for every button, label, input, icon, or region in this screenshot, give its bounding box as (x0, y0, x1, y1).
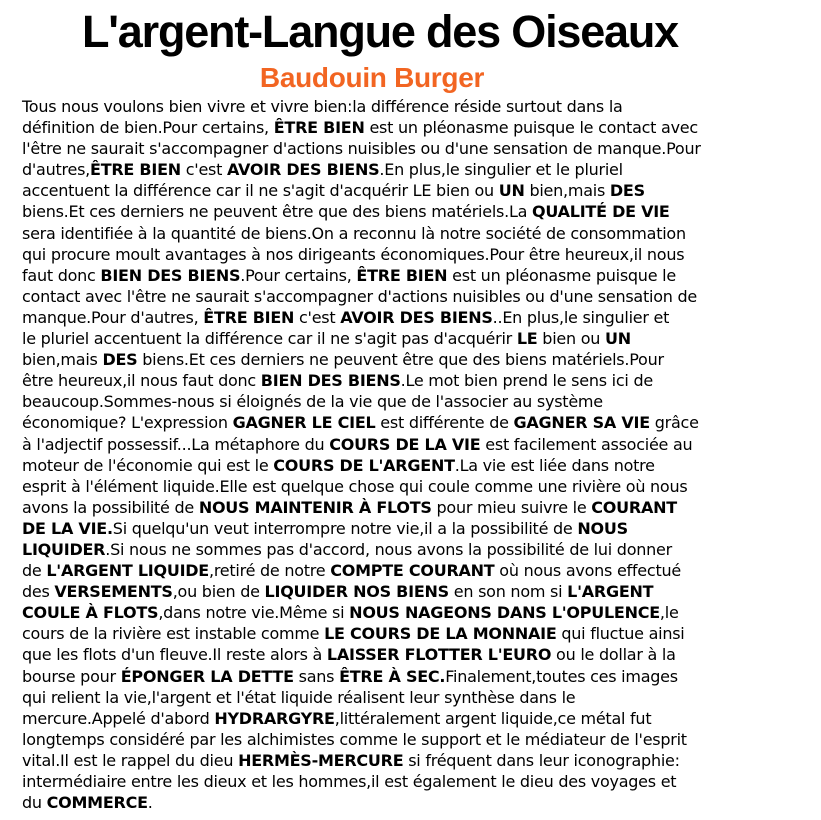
text-segment: de (22, 561, 47, 581)
text-segment: ,dans notre vie.Même si (158, 603, 350, 623)
bold-phrase: COMMERCE (46, 793, 148, 813)
bold-phrase: VERSEMENTS (54, 582, 173, 602)
text-segment: si fréquent dans leur iconographie: (403, 750, 680, 770)
bold-phrase: NOUS (577, 518, 628, 538)
bold-phrase: COURANT (591, 497, 677, 517)
bold-phrase: BIEN DES BIENS (260, 371, 401, 391)
bold-phrase: COURS DE LA VIE (329, 434, 481, 454)
text-line (22, 180, 821, 201)
bold-phrase: AVOIR DES BIENS (340, 307, 493, 327)
text-segment: est facilement associée au (480, 434, 693, 454)
bold-phrase: HERMÈS-MERCURE (238, 750, 404, 770)
text-line (22, 391, 821, 412)
text-segment: Tous nous voulons bien vivre et vivre bien:la différence réside surtout dans la (22, 97, 623, 116)
author-name: Baudouin Burger (259, 62, 485, 93)
text-segment: sans (293, 666, 340, 686)
bold-phrase: NOUS NAGEONS DANS L'OPULENCE (349, 603, 660, 623)
bold-phrase: LE COURS DE LA MONNAIE (324, 624, 557, 644)
text-segment: vital.Il est le rappel du dieu (22, 750, 239, 770)
bold-phrase: L'ARGENT (567, 582, 654, 602)
text-segment: ,retiré de notre (208, 561, 331, 581)
text-segment: avons la possibilité de (22, 497, 199, 517)
text-segment: l'être ne saurait s'accompagner d'actions nuisibles ou d'une sensation de manque.Pour (22, 139, 701, 159)
text-line (22, 750, 821, 771)
text-line (22, 455, 821, 476)
text-line (22, 666, 821, 687)
text-line (22, 138, 821, 159)
bold-phrase: UN (498, 181, 525, 201)
text-segment: cours de la rivière est instable comme (22, 624, 325, 644)
text-line (22, 265, 821, 286)
bold-phrase: ÊTRE À SEC. (339, 666, 446, 686)
bold-phrase: COULE À FLOTS (22, 603, 159, 623)
text-line (22, 328, 821, 349)
text-line (22, 434, 821, 455)
text-segment: ..En plus,le singulier et (492, 307, 670, 327)
text-segment: des (22, 582, 55, 602)
text-line (22, 412, 821, 433)
text-segment: pour mieu suivre le (431, 497, 592, 517)
text-segment: .Pour certains, (240, 265, 357, 285)
text-line (22, 244, 821, 265)
bold-phrase: UN (604, 329, 631, 349)
text-segment: ,le (659, 603, 679, 623)
text-segment: beaucoup.Sommes-nous si éloignés de la vie que de l'associer au système (22, 392, 603, 412)
text-segment: du (22, 793, 47, 813)
bold-phrase: LIQUIDER (22, 539, 106, 559)
text-segment: bien ou (537, 329, 605, 349)
text-line (22, 623, 821, 644)
text-segment: bien,mais (524, 181, 610, 201)
text-line (22, 771, 821, 792)
article-title: L'argent-Langue des Oiseaux (82, 6, 678, 57)
text-segment: est un pléonasme puisque le contact avec (364, 118, 698, 138)
text-segment: faut donc (22, 265, 101, 285)
text-segment: ,ou bien de (172, 582, 265, 602)
bold-phrase: COMPTE COURANT (330, 561, 495, 581)
text-segment: d'autres, (22, 160, 91, 180)
text-segment: moteur de l'économie qui est le (22, 455, 274, 475)
text-segment: à l'adjectif possessif...La métaphore du (22, 434, 330, 454)
text-segment: .La vie est liée dans notre (454, 455, 655, 475)
text-segment: est différente de (375, 413, 514, 433)
text-line (22, 708, 821, 729)
bold-phrase: ÊTRE BIEN (203, 307, 295, 327)
text-line (22, 729, 821, 750)
bold-phrase: GAGNER SA VIE (513, 413, 650, 433)
bold-phrase: NOUS MAINTENIR À FLOTS (198, 497, 432, 517)
bold-phrase: DE LA VIE. (22, 518, 113, 538)
text-line (22, 792, 821, 813)
bold-phrase: GAGNER LE CIEL (232, 413, 376, 433)
text-segment: esprit à l'élément liquide.Elle est quelque chose qui coule comme une rivière où nous (22, 476, 688, 496)
text-segment: ,littéralement argent liquide,ce métal fut (334, 708, 652, 728)
text-segment: le pluriel accentuent la différence car il ne s'agit pas d'acquérir (22, 329, 517, 349)
text-segment: définition de bien.Pour certains, (22, 118, 274, 138)
text-segment: intermédiaire entre les dieux et les hommes,il est également le dieu des voyages et (22, 772, 677, 791)
text-segment: grâce (649, 413, 699, 433)
text-segment: manque.Pour d'autres, (22, 307, 204, 327)
text-segment: .Le mot bien prend le sens ici de (400, 371, 653, 391)
text-line (22, 370, 821, 391)
bold-phrase: DES (102, 350, 138, 370)
text-segment: sera identifiée à la quantité de biens.On a reconnu là notre société de consommation (22, 223, 686, 243)
text-line (22, 349, 821, 370)
text-line (22, 223, 821, 244)
bold-phrase: LIQUIDER NOS BIENS (264, 582, 449, 602)
text-line (22, 117, 821, 138)
text-segment: c'est (294, 307, 341, 327)
text-segment: qui relient la vie,l'argent et l'état liquide réalisent leur synthèse dans le (22, 687, 576, 707)
bold-phrase: L'ARGENT LIQUIDE (46, 561, 209, 581)
bold-phrase: LAISSER FLOTTER L'EURO (326, 645, 552, 665)
bold-phrase: COURS DE L'ARGENT (273, 455, 455, 475)
text-line (22, 518, 821, 539)
text-segment: mercure.Appelé d'abord (22, 708, 215, 728)
bold-phrase: ÉPONGER LA DETTE (120, 666, 294, 686)
text-segment: Finalement,toutes ces images (445, 666, 678, 686)
text-segment: bien,mais (22, 350, 103, 370)
bold-phrase: BIEN DES BIENS (100, 265, 241, 285)
article-body (22, 96, 821, 813)
text-line (22, 539, 821, 560)
bold-phrase: LE (516, 329, 538, 349)
text-line (22, 497, 821, 518)
text-line (22, 687, 821, 708)
text-segment: où nous avons effectué (494, 561, 681, 581)
text-line (22, 286, 821, 307)
bold-phrase: QUALITÉ DE VIE (532, 202, 670, 222)
text-segment: .Si nous ne sommes pas d'accord, nous avons la possibilité de lui donner (105, 539, 672, 559)
text-segment: biens.Et ces derniers ne peuvent être que des biens matériels.La (22, 202, 533, 222)
text-segment: que les flots d'un fleuve.Il reste alors à (22, 645, 327, 665)
bold-phrase: ÊTRE BIEN (356, 265, 448, 285)
text-segment: est un pléonasme puisque le (447, 265, 676, 285)
text-segment: c'est (180, 160, 227, 180)
bold-phrase: AVOIR DES BIENS (226, 160, 380, 180)
bold-phrase: HYDRARGYRE (214, 708, 335, 728)
text-line (22, 602, 821, 623)
text-line (22, 307, 821, 328)
bold-phrase: ÊTRE BIEN (90, 160, 181, 180)
text-line (22, 96, 821, 117)
text-segment: être heureux,il nous faut donc (22, 371, 261, 391)
bold-phrase: DES (609, 181, 645, 201)
text-segment: ou le dollar à la (551, 645, 676, 665)
text-line (22, 581, 821, 602)
text-line (22, 159, 821, 180)
text-segment: qui procure moult avantages à nos dirigeants économiques.Pour être heureux,il nous (22, 244, 685, 264)
text-segment: contact avec l'être ne saurait s'accompagner d'actions nuisibles ou d'une sensation de (22, 286, 697, 306)
text-segment: . (147, 793, 153, 813)
text-line (22, 644, 821, 665)
text-segment: accentuent la différence car il ne s'agit d'acquérir LE bien ou (22, 181, 499, 201)
text-segment: biens.Et ces derniers ne peuvent être que des biens matériels.Pour (137, 350, 664, 370)
text-line (22, 560, 821, 581)
bold-phrase: ÊTRE BIEN (273, 118, 365, 138)
text-segment: qui fluctue ainsi (556, 624, 685, 644)
text-segment: .En plus,le singulier et le pluriel (379, 160, 623, 180)
text-line (22, 201, 821, 222)
text-segment: en son nom si (448, 582, 568, 602)
text-segment: longtemps considéré par les alchimistes comme le support et le médiateur de l'esprit (22, 729, 687, 749)
text-segment: Si quelqu'un veut interrompre notre vie,il a la possibilité de (112, 518, 578, 538)
text-segment: bourse pour (22, 666, 121, 686)
text-segment: économique? L'expression (22, 413, 233, 433)
text-line (22, 476, 821, 497)
